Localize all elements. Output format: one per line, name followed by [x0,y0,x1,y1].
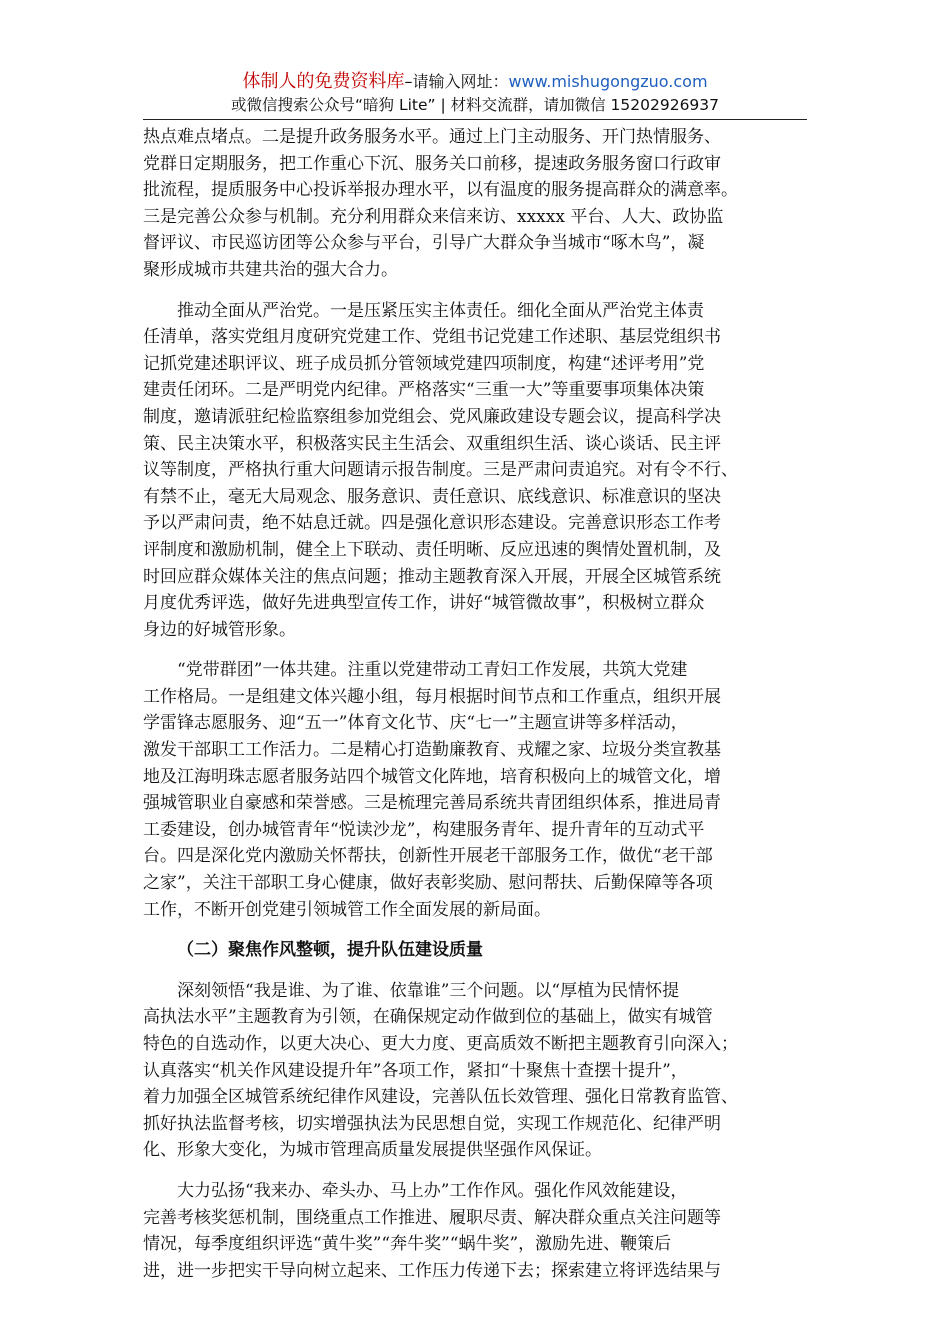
text-line: 月度优秀评选，做好先进典型宣传工作，讲好“城管微故事”，积极树立群众 [143,593,705,614]
document-body [143,124,807,1298]
text-line: 记抓党建述职评议、班子成员抓分管领域党建四项制度，构建“述评考用”党 [143,353,705,374]
text-line: 之家”，关注干部职工身心健康，做好表彰奖励、慰问帮扶、后勤保障等各项 [143,873,713,894]
paragraph [143,1178,807,1284]
paragraph [143,978,807,1164]
header-divider [143,119,807,120]
text-line: 予以严肃问责，绝不姑息迁就。四是强化意识形态建设。完善意识形态工作考 [143,513,721,534]
text-line: 督评议、市民巡访团等公众参与平台，引导广大群众争当城市“啄木鸟”，凝 [143,233,705,254]
site-name: 体制人的免费资料库 [242,71,405,92]
section-heading: （二）聚焦作风整顿，提升队伍建设质量 [177,940,483,961]
text-line: 强城管职业自豪感和荣誉感。三是梳理完善局系统共青团组织体系，推进局青 [143,793,721,814]
paragraph [143,124,807,284]
text-line: 身边的好城管形象。 [143,619,296,640]
wechat-notice: 或微信搜索公众号“暗狗 Lite” | 材料交流群，请加微信 15202926937 [230,96,720,114]
text-line: 完善考核奖惩机制，围绕重点工作推进、履职尽责、解决群众重点关注问题等 [143,1207,721,1228]
text-line: 聚形成城市共建共治的强大合力。 [143,259,398,280]
text-line: 台。四是深化党内激励关怀帮扶，创新性开展老干部服务工作，做优“老干部 [143,846,713,867]
text-line: 策、民主决策水平，积极落实民主生活会、双重组织生活、谈心谈话、民主评 [143,433,721,454]
text-line: 党群日定期服务，把工作重心下沉、服务关口前移，提速政务服务窗口行政审 [143,153,721,174]
text-line: 激发干部职工工作活力。二是精心打造勤廉教育、戎耀之家、垃圾分类宣教基 [143,740,721,761]
site-url-link[interactable]: www.mishugongzuo.com [508,72,708,91]
text-line: 工作格局。一是组建文体兴趣小组，每月根据时间节点和工作重点，组织开展 [143,686,721,707]
site-banner [0,70,950,94]
text-line: 议等制度，严格执行重大问题请示报告制度。三是严肃问责追究。对有令不行、 [143,460,738,481]
text-line: 评制度和激励机制，健全上下联动、责任明晰、反应迅速的舆情处置机制，及 [143,539,721,560]
text-line: 着力加强全区城管系统纪律作风建设，完善队伍长效管理、强化日常教育监管、 [143,1087,738,1108]
text-line: 三是完善公众参与机制。充分利用群众来信来访、xxxxx 平台、人大、政协监 [143,206,724,227]
text-line: 进，进一步把实干导向树立起来、工作压力传递下去；探索建立将评选结果与 [143,1260,721,1281]
text-line: 大力弘扬“我来办、牵头办、马上办”工作作风。强化作风效能建设， [177,1180,688,1201]
text-line: 工作，不断开创党建引领城管工作全面发展的新局面。 [143,899,551,920]
text-line: 热点难点堵点。二是提升政务服务水平。通过上门主动服务、开门热情服务、 [143,127,721,147]
text-line: 抓好执法监督考核，切实增强执法为民思想自觉，实现工作规范化、纪律严明 [143,1113,721,1134]
text-line: 建责任闭环。二是严明党内纪律。严格落实“三重一大”等重要事项集体决策 [143,380,705,401]
text-line: 制度，邀请派驻纪检监察组参加党组会、党风廉政建设专题会议，提高科学决 [143,406,721,427]
text-line: 地及江海明珠志愿者服务站四个城管文化阵地，培育积极向上的城管文化，增 [143,766,721,787]
text-line: 时回应群众媒体关注的焦点问题；推动主题教育深入开展，开展全区城管系统 [143,566,721,587]
text-line: 批流程，提质服务中心投诉举报办理水平，以有温度的服务提高群众的满意率。 [143,180,738,201]
text-line: 推动全面从严治党。一是压紧压实主体责任。细化全面从严治党主体责 [177,300,704,321]
url-prompt: –请输入网址： [404,72,509,91]
text-line: 情况，每季度组织评选“黄牛奖”“奔牛奖”“蜗牛奖”，激励先进、鞭策后 [143,1234,672,1255]
text-line: 任清单，落实党组月度研究党建工作、党组书记党建工作述职、基层党组织书 [143,327,721,348]
text-line: 认真落实“机关作风建设提升年”各项工作，紧扣“十聚焦十查摆十提升”， [143,1060,688,1081]
text-line: 化、形象大变化，为城市管理高质量发展提供坚强作风保证。 [143,1140,602,1161]
text-line: “党带群团”一体共建。注重以党建带动工青妇工作发展，共筑大党建 [177,660,688,681]
text-line: 高执法水平”主题教育为引领，在确保规定动作做到位的基础上，做实有城管 [143,1007,713,1028]
text-line: 有禁不止，毫无大局观念、服务意识、责任意识、底线意识、标准意识的坚决 [143,486,721,507]
text-line: 特色的自选动作，以更大决心、更大力度、更高质效不断把主题教育引向深入； [143,1034,738,1054]
paragraph [143,657,807,923]
text-line: 学雷锋志愿服务、迎“五一”体育文化节、庆“七一”主题宣讲等多样活动， [143,713,688,734]
text-line: 深刻领悟“我是谁、为了谁、依靠谁”三个问题。以“厚植为民情怀提 [177,980,680,1001]
text-line: 工委建设，创办城管青年“悦读沙龙”，构建服务青年、提升青年的互动式平 [143,819,705,840]
paragraph [143,298,807,644]
